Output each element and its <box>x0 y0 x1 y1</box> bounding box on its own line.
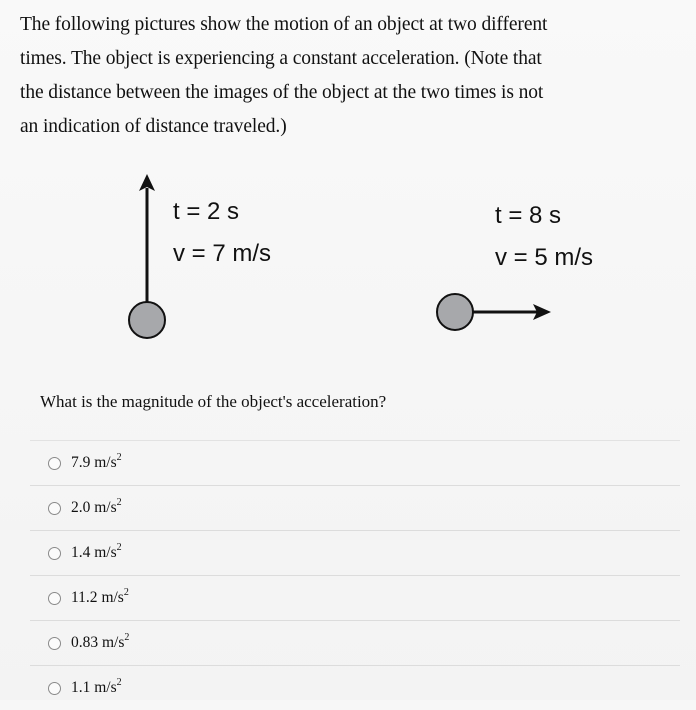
object-ball-left <box>129 302 165 338</box>
question-text: What is the magnitude of the object's acceleration? <box>40 392 387 411</box>
radio-button-icon[interactable] <box>48 547 61 560</box>
option-label: 0.83 $m/s^2$ <box>71 632 130 651</box>
answer-option[interactable] <box>30 440 680 485</box>
answer-option[interactable] <box>30 530 680 575</box>
left-velocity-label: v = 7 m/s <box>173 240 272 267</box>
answer-option[interactable] <box>30 665 680 710</box>
intro-line: times. The object is experiencing a constant acceleration. (Note that <box>20 48 542 69</box>
object-ball-right <box>437 294 473 330</box>
right-velocity-label: v = 5 m/s <box>495 244 594 271</box>
right-time-label: t = 8 s <box>495 202 562 229</box>
intro-line: The following pictures show the motion of an object at two different <box>20 14 548 35</box>
intro-line: an indication of distance traveled.) <box>20 116 287 137</box>
option-label: 2.0 $m/s^2$ <box>71 497 122 516</box>
radio-button-icon[interactable] <box>48 457 61 470</box>
option-label: 11.2 $m/s^2$ <box>71 587 129 606</box>
intro-line: the distance between the images of the object at the two times is not <box>20 82 544 103</box>
left-time-label: t = 2 s <box>173 198 240 225</box>
problem-statement <box>20 8 650 144</box>
option-label: 1.4 $m/s^2$ <box>71 542 122 561</box>
upward-velocity-arrow <box>139 174 155 302</box>
radio-button-icon[interactable] <box>48 637 61 650</box>
option-label: 1.1 $m/s^2$ <box>71 677 122 696</box>
option-label: 7.9 $m/s^2$ <box>71 452 122 471</box>
radio-button-icon[interactable] <box>48 592 61 605</box>
motion-diagram <box>0 160 696 360</box>
radio-button-icon[interactable] <box>48 682 61 695</box>
answer-option[interactable] <box>30 620 680 665</box>
radio-button-icon[interactable] <box>48 502 61 515</box>
answer-options <box>30 440 680 710</box>
answer-option[interactable] <box>30 485 680 530</box>
rightward-velocity-arrow <box>472 304 551 320</box>
answer-option[interactable] <box>30 575 680 620</box>
